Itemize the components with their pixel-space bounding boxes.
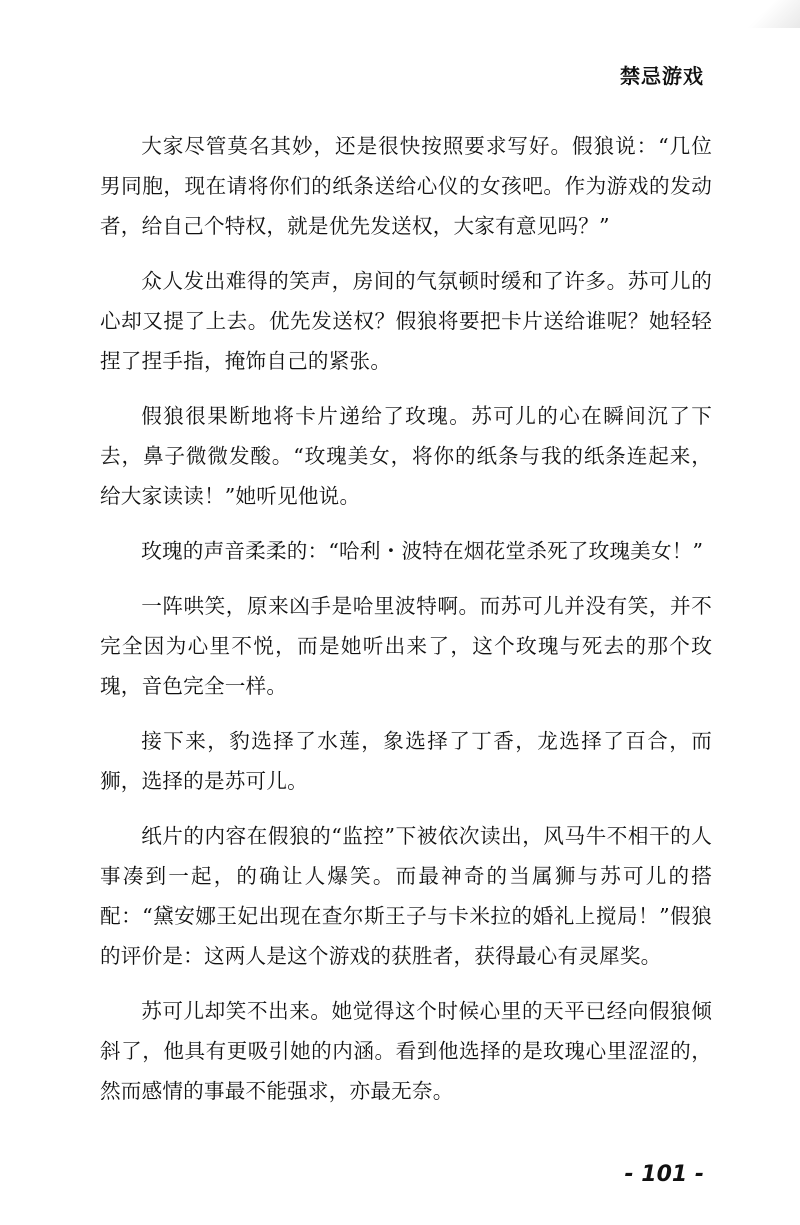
page-number: - 101 - bbox=[624, 1162, 704, 1187]
paragraph-6: 接下来，豹选择了水莲，象选择了丁香，龙选择了百合，而狮，选择的是苏可儿。 bbox=[100, 729, 712, 793]
paragraph-5: 一阵哄笑，原来凶手是哈里波特啊。而苏可儿并没有笑，并不完全因为心里不悦，而是她听出来了，这个玫瑰与死去的那个玫瑰，音色完全一样。 bbox=[100, 594, 712, 698]
paragraph-2: 众人发出难得的笑声，房间的气氛顿时缓和了许多。苏可儿的心却又提了上去。优先发送权？假狼将要把卡片送给谁呢？她轻轻捏了捏手指，掩饰自己的紧张。 bbox=[100, 269, 712, 373]
paragraph-7: 纸片的内容在假狼的“监控”下被依次读出，风马牛不相干的人事凑到一起，的确让人爆笑。而最神奇的当属狮与苏可儿的搭配：“黛安娜王妃出现在查尔斯王子与卡米拉的婚礼上搅局！”假狼的评价是：这两人是这个游戏的获胜者，获得最心有灵犀奖。 bbox=[100, 824, 712, 968]
paragraph-4: 玫瑰的声音柔柔的：“哈利・波特在烟花堂杀死了玫瑰美女！” bbox=[141, 539, 704, 563]
running-header-title: 禁忌游戏 bbox=[620, 64, 704, 88]
scan-corner-shadow bbox=[740, 0, 800, 28]
paragraph-8: 苏可儿却笑不出来。她觉得这个时候心里的天平已经向假狼倾斜了，他具有更吸引她的内涵。看到他选择的是玫瑰心里涩涩的，然而感情的事最不能强求，亦最无奈。 bbox=[100, 999, 712, 1103]
paragraph-3: 假狼很果断地将卡片递给了玫瑰。苏可儿的心在瞬间沉了下去，鼻子微微发酸。“玫瑰美女，将你的纸条与我的纸条连起来，给大家读读！”她听见他说。 bbox=[100, 404, 712, 508]
body-text bbox=[100, 126, 712, 1126]
paragraph-1: 大家尽管莫名其妙，还是很快按照要求写好。假狼说：“几位男同胞，现在请将你们的纸条送给心仪的女孩吧。作为游戏的发动者，给自己个特权，就是优先发送权，大家有意见吗？” bbox=[100, 134, 712, 238]
